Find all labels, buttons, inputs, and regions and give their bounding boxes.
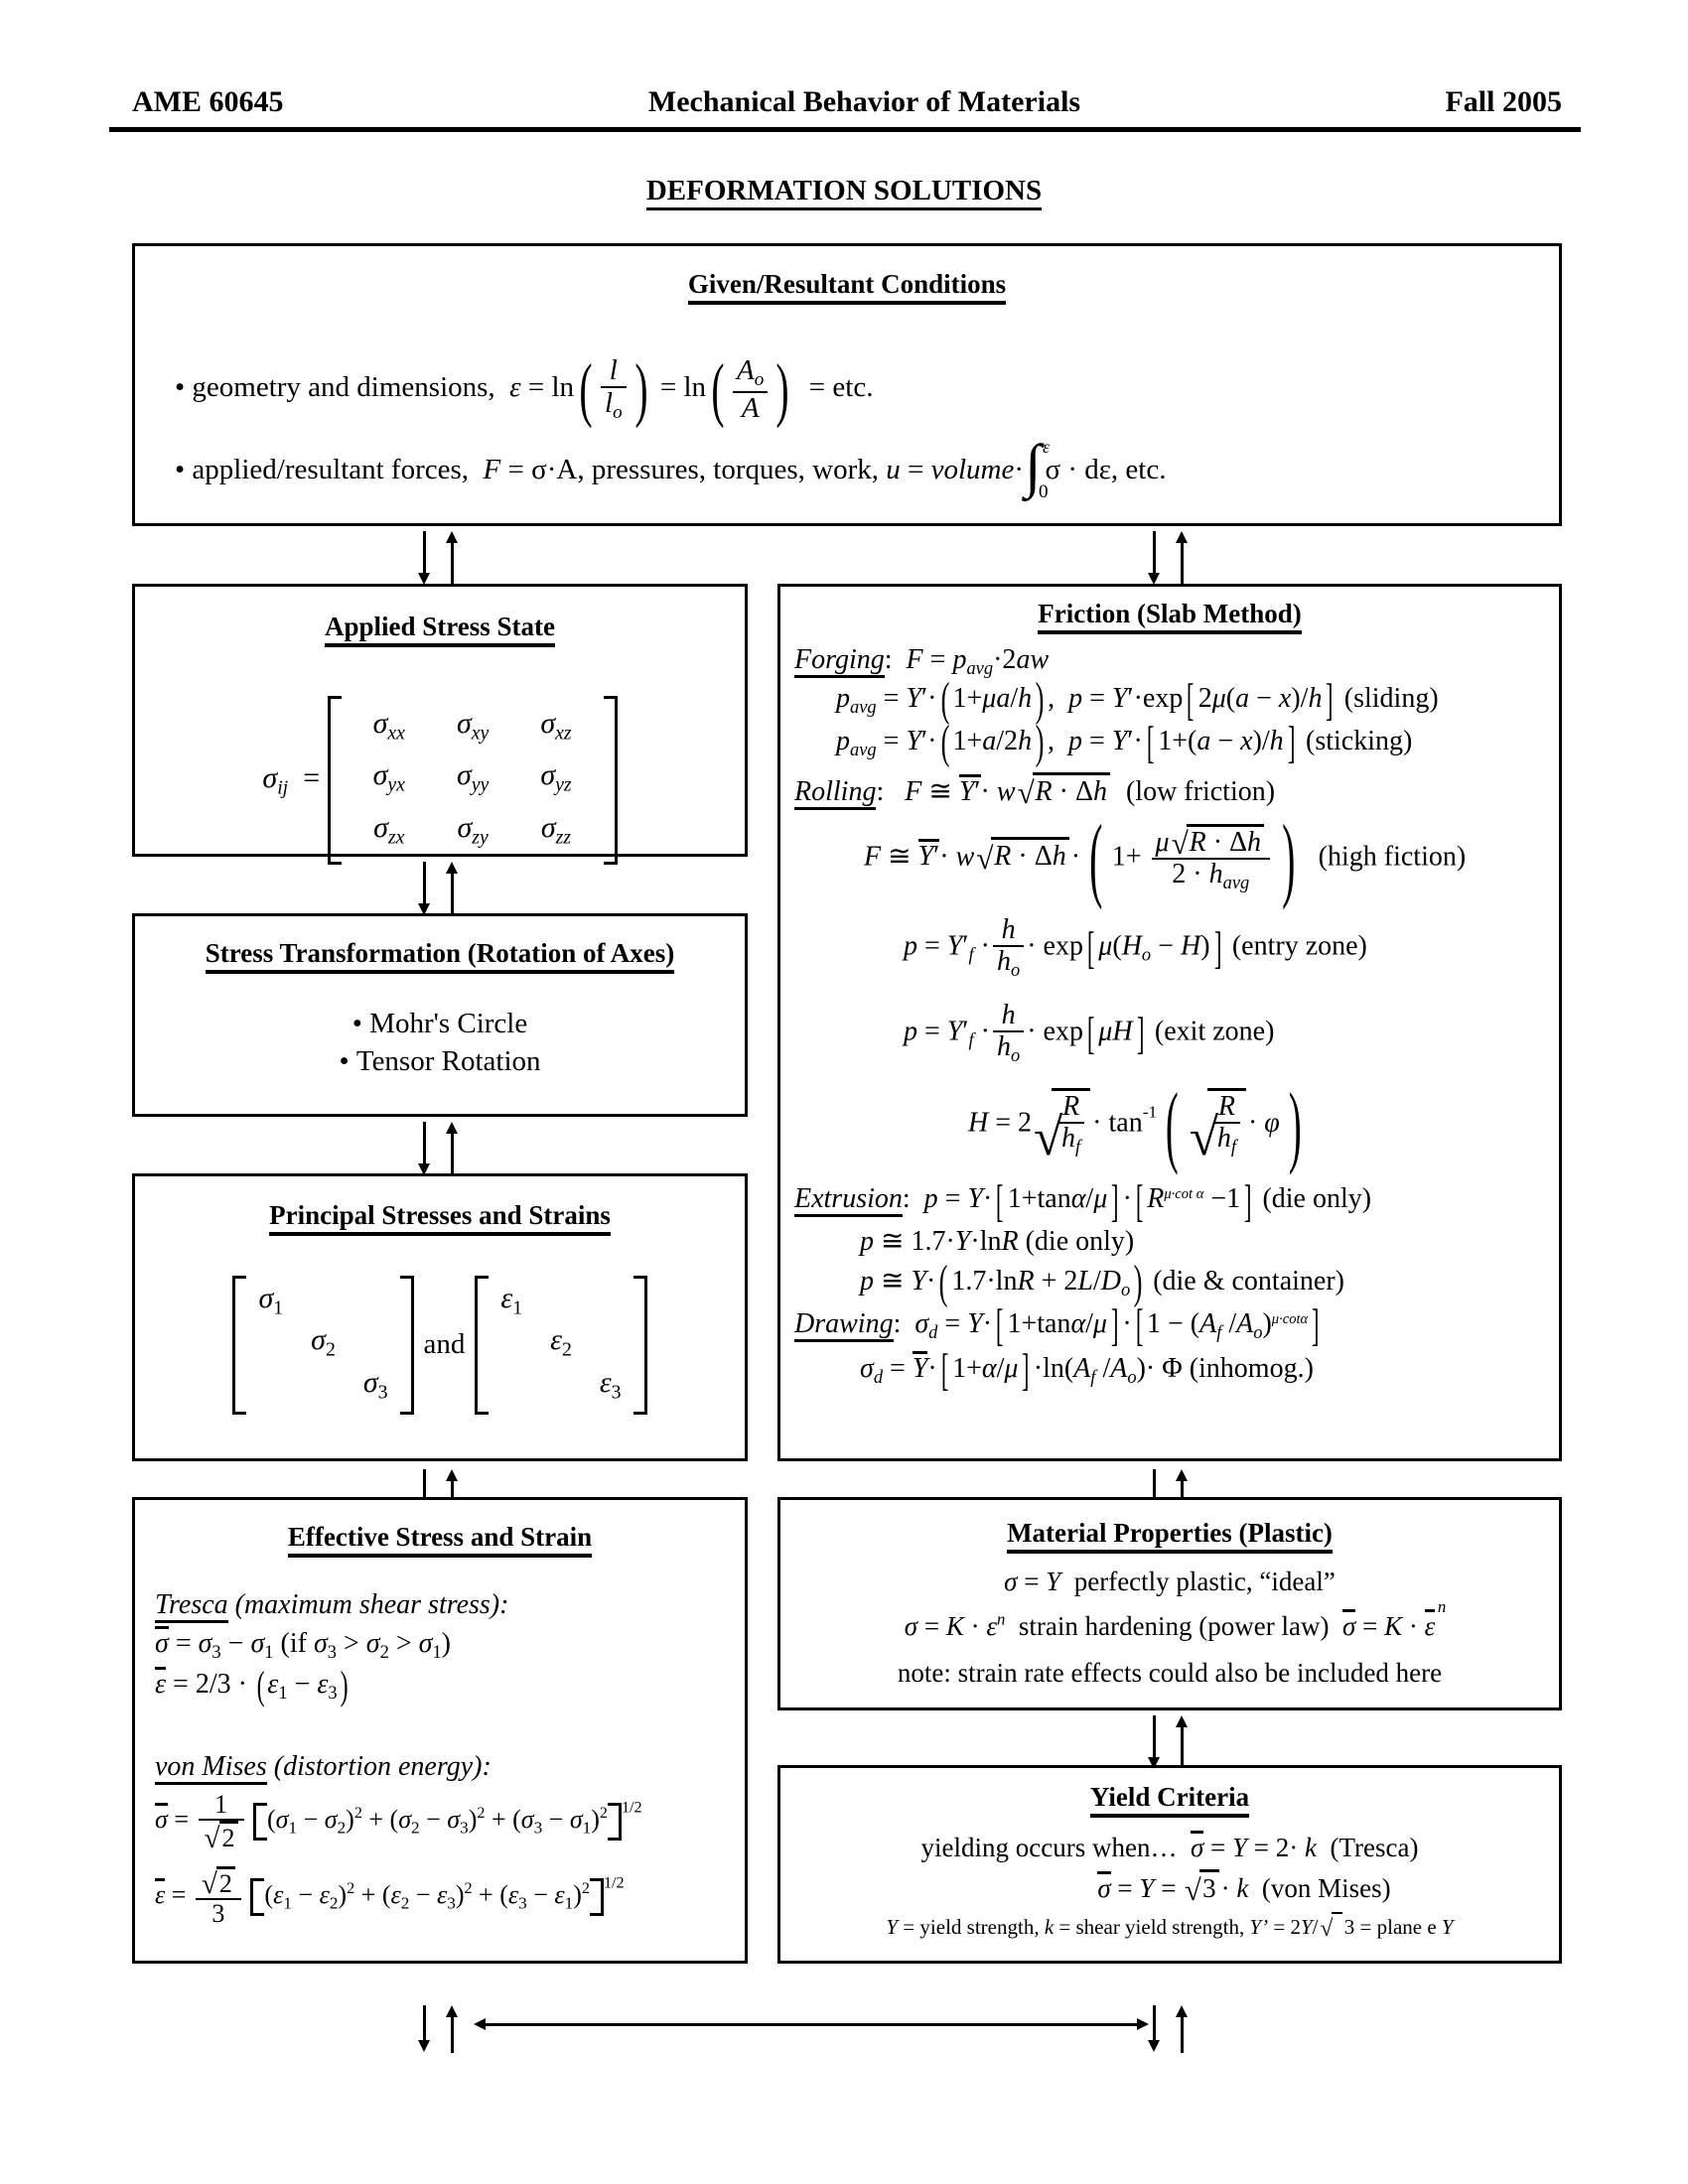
given-mid-text: , pressures, torques, work,	[577, 454, 879, 486]
extrusion-line-3: p ≅ Y·( $1.7\cdot\ln R + 2L/D_o$) (die & container)	[860, 1255, 1344, 1308]
matrix-cell: $\sigma_{zz}$	[540, 810, 572, 848]
box-applied-stress-state	[132, 584, 748, 857]
integral-lower: 0	[1039, 480, 1049, 502]
arrow-up-head	[446, 1469, 458, 1481]
matrix-cell	[536, 1364, 586, 1406]
vonmises-heading	[155, 1751, 741, 1783]
table-row	[244, 1321, 401, 1363]
arrow-up-head	[1176, 2005, 1188, 2017]
given-title-text: Given/Resultant Conditions	[688, 269, 1006, 305]
tresca-heading	[155, 1589, 741, 1621]
principal-title-text: Principal Stresses and Strains	[269, 1200, 611, 1236]
bottom-connector	[0, 1971, 1688, 2050]
integral-upper: ε	[1043, 437, 1051, 457]
volume-symbol: volume	[930, 454, 1015, 486]
header-rule	[109, 127, 1581, 132]
low-friction-label: (low friction)	[1125, 775, 1276, 807]
matrix-cell: $\sigma_{yy}$	[456, 758, 490, 796]
vonmises-stress-equation: σ = 1 √ 2 $(\sigma_1 - \sigma_2)^2 + (\sigma_2 - \sigma_3)^2 + (\sigma_3 - \sigma_1)^2$ $^{1/2}$	[155, 1789, 642, 1854]
material-line-3	[780, 1658, 1559, 1689]
arrow-up-head	[446, 531, 458, 543]
arrow-left-head	[474, 2018, 486, 2030]
note-text-4: 3 = plane e	[1343, 1915, 1442, 1940]
matrix-cell	[350, 1321, 402, 1363]
ln-op-1: ln	[551, 371, 575, 404]
header-course: AME 60645	[132, 85, 284, 118]
box-material-properties	[777, 1497, 1562, 1710]
arrow-up-shaft	[1181, 539, 1184, 586]
note-Yprime: Y’	[1249, 1915, 1269, 1940]
table-row	[348, 751, 598, 803]
principal-strain-brackets	[475, 1276, 646, 1415]
vm-eps-brackets: $(\varepsilon_1 - \varepsilon_2)^2 + (\varepsilon_2 - \varepsilon_3)^2 + (\varepsilon_3 - \varepsilon_1)^2$	[250, 1878, 604, 1915]
yield-criteria-title	[780, 1782, 1559, 1813]
arrow-up-head	[446, 2005, 458, 2017]
arrow-up-shaft	[451, 870, 454, 916]
matrix-cell: $\sigma_{xy}$	[456, 707, 490, 745]
forging-line-1: Forging: $F = p_{avg}\cdot 2aw$	[794, 644, 1050, 678]
matrix-cell: $\sigma_1$	[258, 1282, 284, 1319]
matrix-cell: $\varepsilon_3$	[599, 1365, 622, 1403]
ln-op-2: ln	[683, 371, 707, 404]
arrow-up-head	[446, 862, 458, 874]
matrix-cell: $\sigma_{zx}$	[373, 810, 405, 848]
stress-transformation-title-text: Stress Transformation (Rotation of Axes)	[206, 938, 674, 974]
yield-line-1: yielding occurs when… σ = Y = 2· k (Tresca)	[920, 1833, 1419, 1863]
matrix-cell: $\varepsilon_1$	[500, 1282, 523, 1319]
exp-half-1: 1/2	[621, 1799, 642, 1817]
rolling-line-4: $p = Y'_f$ · $\frac{h}{h_o}$ · exp[ μH] (exit zone)	[904, 999, 1275, 1066]
applied-stress-title-text: Applied Stress State	[325, 612, 555, 647]
matrix-cell	[244, 1364, 297, 1406]
matrix-cell	[586, 1321, 635, 1363]
tresca-equation-1: $\sigma = \sigma_3 - \sigma_1$ (if $\sigma_3 > \sigma_2 > \sigma_1$)	[155, 1628, 451, 1662]
matrix-cell: $\sigma_{yz}$	[540, 758, 572, 796]
matrix-cell	[244, 1321, 297, 1363]
vonmises-label: von Mises	[155, 1751, 267, 1785]
equals-sign: =	[303, 760, 321, 794]
sticking-label: (sticking)	[1306, 725, 1413, 756]
vonmises-criterion-label: (von Mises)	[1261, 1873, 1391, 1904]
given-tail: , etc.	[1110, 454, 1167, 486]
stress-transformation-list	[135, 1006, 745, 1080]
given-bullet-2-text: applied/resultant forces,	[192, 454, 470, 486]
arrow-down-shaft	[1153, 531, 1156, 577]
table-row	[244, 1280, 401, 1321]
sigma-ij-sub: ij	[277, 776, 289, 799]
note-text-2: = shear yield strength,	[1054, 1915, 1250, 1940]
applied-stress-title	[135, 612, 745, 642]
arrow-up-shaft	[451, 2013, 454, 2053]
matrix-cell: $\sigma_{xz}$	[540, 707, 572, 745]
stress-matrix-brackets	[328, 696, 618, 865]
area-num: A	[737, 354, 755, 386]
len-den: l	[605, 387, 614, 420]
exp-2: 2	[353, 1805, 362, 1823]
principal-matrices	[135, 1276, 745, 1415]
stress-transformation-title	[135, 938, 745, 969]
given-bullet-1-text: geometry and dimensions,	[192, 371, 495, 404]
connector-yield-bottom	[1147, 2005, 1196, 2053]
stress-matrix	[348, 700, 598, 856]
inhomog-label: (inhomog.)	[1189, 1352, 1314, 1384]
material-properties-title	[780, 1518, 1559, 1549]
box-effective-stress-strain	[132, 1497, 748, 1964]
arrow-right-head	[1137, 2018, 1149, 2030]
matrix-cell	[297, 1280, 350, 1321]
tresca-label: Tresca	[155, 1589, 228, 1623]
arrow-up-head	[1176, 1715, 1188, 1727]
material-line-3-text: note: strain rate effects could also be included here	[897, 1658, 1443, 1689]
connector-transformation-to-principal	[417, 1122, 467, 1176]
arrow-down-shaft	[1153, 1715, 1156, 1761]
box-given-resultant-conditions	[132, 243, 1562, 526]
header-term: Fall 2005	[1445, 85, 1562, 118]
matrix-cell	[487, 1364, 536, 1406]
friction-title	[780, 599, 1559, 629]
matrix-cell	[536, 1280, 586, 1321]
box-principal-stresses-strains	[132, 1173, 748, 1461]
and-label: and	[423, 1328, 466, 1361]
connector-applied-to-transformation	[417, 862, 467, 916]
arrow-up-head	[1176, 531, 1188, 543]
effective-title	[135, 1522, 745, 1553]
tresca-equation-2: $\varepsilon = 2/3 \cdot (\varepsilon_1 - \varepsilon_3)$	[155, 1663, 349, 1708]
len-num: l	[609, 354, 618, 386]
forging-line-2: $p_{avg} = Y'\cdot$( 1+μa/h) , p = Y′·exp[ 2μ(a − x)/h] (sliding)	[836, 673, 1439, 727]
extrusion-line-1: Extrusion: p = Y·[ 1+tanα/μ] ·[ $R^{\mu\cdot cot \alpha} -1$] (die only)	[794, 1174, 1372, 1226]
bottom-horizontal-line	[484, 2023, 1139, 2026]
epsilon-symbol: ε	[509, 371, 521, 404]
area-num-sub: o	[754, 369, 765, 391]
list-item: • Mohr's Circle	[352, 1008, 528, 1039]
note-text-3: = 2	[1268, 1915, 1301, 1940]
note-Y-1: Y	[886, 1915, 899, 1940]
note-Y-2: Y	[1300, 1915, 1313, 1940]
tresca-paren: (maximum shear stress):	[234, 1589, 509, 1620]
matrix-cell: $\varepsilon_2$	[550, 1323, 572, 1361]
page-title	[0, 175, 1688, 207]
note-Y-3: Y	[1441, 1915, 1454, 1940]
drawing-line-2: $\sigma_d = Y\cdot$[ $1+\alpha/\mu] \cdot\ln(A_f$ $/A_o)\cdot \Phi$ (inhomog.)	[860, 1344, 1314, 1396]
principal-title	[135, 1200, 745, 1231]
vonmises-paren: (distortion energy):	[273, 1750, 492, 1782]
die-only-label-2: (die only)	[1025, 1225, 1135, 1257]
effective-title-text: Effective Stress and Strain	[288, 1522, 592, 1558]
matrix-cell	[586, 1280, 635, 1321]
page-title-text: DEFORMATION SOLUTIONS	[646, 175, 1042, 210]
table-row	[487, 1280, 634, 1321]
die-only-label-1: (die only)	[1262, 1183, 1372, 1215]
material-line-1-text: perfectly plastic, “ideal”	[1073, 1567, 1336, 1597]
matrix-cell: $\sigma_{zy}$	[457, 810, 489, 848]
arrow-down-shaft	[423, 1122, 426, 1167]
stress-tensor-equation: $\sigma_{ij}$ = $\sigma_{xx}$ $\sigma_{xy}$ $\sigma_{xz}$ $\sigma_{yx}$ $\sigma_{yy}$ $\sigma_{yz}$ $\sigma_{zx}$ $\sigma_{zy}$ $\sigma_{zz}$	[135, 696, 745, 865]
drawing-line-1: Drawing: $\sigma_d = Y\cdot$[ 1+tanα/μ] ·[ $1 - (A_f$ $/A_o)^{\mu\cdot cot\alpha}$]	[794, 1299, 1320, 1351]
material-line-1: σ = Y perfectly plastic, “ideal”	[1004, 1567, 1336, 1597]
entry-zone-label: (entry zone)	[1231, 930, 1367, 962]
table-row	[348, 700, 598, 751]
drawing-label: Drawing	[794, 1308, 894, 1342]
rolling-label: Rolling	[794, 776, 876, 810]
forging-line-3: $p_{avg} = Y'\cdot$( 1+a/2h) , p = Y′·[ 1+(a − x)/h] (sticking)	[836, 716, 1413, 769]
arrow-down-shaft	[1153, 2005, 1156, 2043]
arrow-down-shaft	[423, 2005, 426, 2043]
matrix-cell: $\sigma_2$	[311, 1323, 336, 1361]
note-k: k	[1044, 1915, 1055, 1940]
arrow-down-shaft	[423, 862, 426, 907]
arrow-up-shaft	[451, 1130, 454, 1176]
integrand: σ · dε	[1045, 454, 1111, 486]
given-bullet-2: • applied/resultant forces, F = σ·A, pressures, torques, work, u = volume·∫ ε 0 σ · dε, etc.	[175, 433, 1167, 502]
friction-title-text: Friction (Slab Method)	[1038, 599, 1301, 634]
arrow-up-shaft	[451, 539, 454, 586]
u-symbol: u	[886, 454, 901, 486]
matrix-cell	[350, 1280, 402, 1321]
len-den-sub: o	[613, 402, 623, 424]
material-line-2: $\sigma = K \cdot \varepsilon^n$ strain hardening (power law) σ = K · ε n	[904, 1597, 1447, 1642]
list-item-label: Mohr's Circle	[369, 1008, 528, 1039]
matrix-cell	[487, 1321, 536, 1363]
table-row	[348, 804, 598, 856]
page-header	[132, 85, 1562, 119]
matrix-cell	[297, 1364, 350, 1406]
list-item: • Tensor Rotation	[339, 1044, 541, 1077]
table-row	[487, 1364, 634, 1406]
rolling-line-3: $p = Y'_f$ · $\frac{h}{h_o}$ · exp[ $\mu(H_o - H)$] (entry zone)	[904, 913, 1367, 980]
extrusion-label: Extrusion	[794, 1183, 903, 1217]
arrow-down-head	[1148, 2040, 1160, 2052]
tresca-criterion-label: (Tresca)	[1330, 1833, 1419, 1863]
given-bullet-1: • geometry and dimensions, ε = ln( $\frac{l}{l_o}$ ) = ln( $\frac{A_o}{A}$ ) = etc.	[175, 349, 874, 430]
material-properties-title-text: Material Properties (Plastic)	[1007, 1518, 1333, 1554]
exit-zone-label: (exit zone)	[1154, 1016, 1275, 1047]
extrusion-line-2: p ≅ 1.7·Y·lnR (die only)	[860, 1225, 1135, 1257]
box-stress-transformation	[132, 913, 748, 1117]
yield-criteria-title-text: Yield Criteria	[1090, 1782, 1249, 1818]
principal-stress-brackets	[232, 1276, 413, 1415]
vonmises-strain-equation: ε = √ 2 3 $(\varepsilon_1 - \varepsilon_2)^2 + (\varepsilon_2 - \varepsilon_3)^2 + (\varepsilon_3 - \varepsilon_1)^2$ $^{1/2}$	[155, 1867, 625, 1929]
area-den: A	[741, 391, 760, 424]
vm-sigma-brackets: $(\sigma_1 - \sigma_2)^2 + (\sigma_2 - \sigma_3)^2 + (\sigma_3 - \sigma_1)^2$	[253, 1803, 622, 1840]
note-slash: /	[1312, 1915, 1319, 1940]
matrix-cell: $\sigma_{xx}$	[372, 707, 405, 745]
box-friction-slab-method	[777, 584, 1562, 1461]
sigma-A: σ·A	[531, 454, 578, 486]
high-fiction-label: (high fiction)	[1318, 841, 1467, 873]
given-etc-1: = etc.	[808, 371, 874, 404]
box-yield-criteria	[777, 1765, 1562, 1964]
yield-lead-text: yielding occurs when…	[920, 1833, 1178, 1863]
forging-label: Forging	[794, 644, 885, 678]
arrow-down-shaft	[423, 531, 426, 577]
matrix-cell: $\sigma_3$	[362, 1365, 388, 1403]
yield-line-2: σ = Y = √ 3 · k (von Mises)	[780, 1869, 1559, 1904]
connector-material-to-yield	[1147, 1715, 1196, 1770]
arrow-down-head	[418, 2040, 430, 2052]
matrix-cell: $\sigma_{yx}$	[372, 758, 405, 796]
table-row	[244, 1364, 401, 1406]
rolling-line-5: H = 2 √ $\frac{R}{h_f}$ · $\tan^{-1}$( √ $\frac{R}{h_f}$ · φ)	[968, 1073, 1302, 1175]
connector-given-to-applied	[417, 531, 467, 586]
yield-note: Y = yield strength, k = shear yield strength, Y’ = 2Y/ √ 3 = plane e Y	[780, 1912, 1559, 1940]
connector-effective-bottom	[417, 2005, 467, 2053]
arrow-up-head	[446, 1122, 458, 1134]
sliding-label: (sliding)	[1343, 682, 1439, 714]
die-container-label: (die & container)	[1153, 1265, 1344, 1297]
principal-strain-matrix	[487, 1280, 634, 1406]
note-text-1: = yield strength,	[898, 1915, 1045, 1940]
arrow-up-shaft	[1181, 1723, 1184, 1770]
rolling-line-1: Rolling: F ≅ Y′· w √ R · Δh (low friction)	[794, 772, 1559, 808]
table-row	[487, 1321, 634, 1363]
list-item-label: Tensor Rotation	[355, 1044, 541, 1077]
arrow-up-head	[1176, 1469, 1188, 1481]
material-line-2-text: strain hardening (power law)	[1018, 1611, 1330, 1642]
header-title: Mechanical Behavior of Materials	[647, 85, 1081, 118]
arrow-up-shaft	[1181, 2013, 1184, 2053]
principal-stress-matrix	[244, 1280, 401, 1406]
connector-given-to-friction	[1147, 531, 1196, 586]
given-title	[135, 269, 1559, 300]
exp-half-2: 1/2	[603, 1874, 625, 1892]
rolling-line-2: F ≅ Y′· w √ R · Δh ·( 1+ μ √ R · Δh $2 \cdot h_{avg}$ ) (high fiction)	[864, 805, 1467, 911]
force-symbol: F	[483, 454, 501, 486]
